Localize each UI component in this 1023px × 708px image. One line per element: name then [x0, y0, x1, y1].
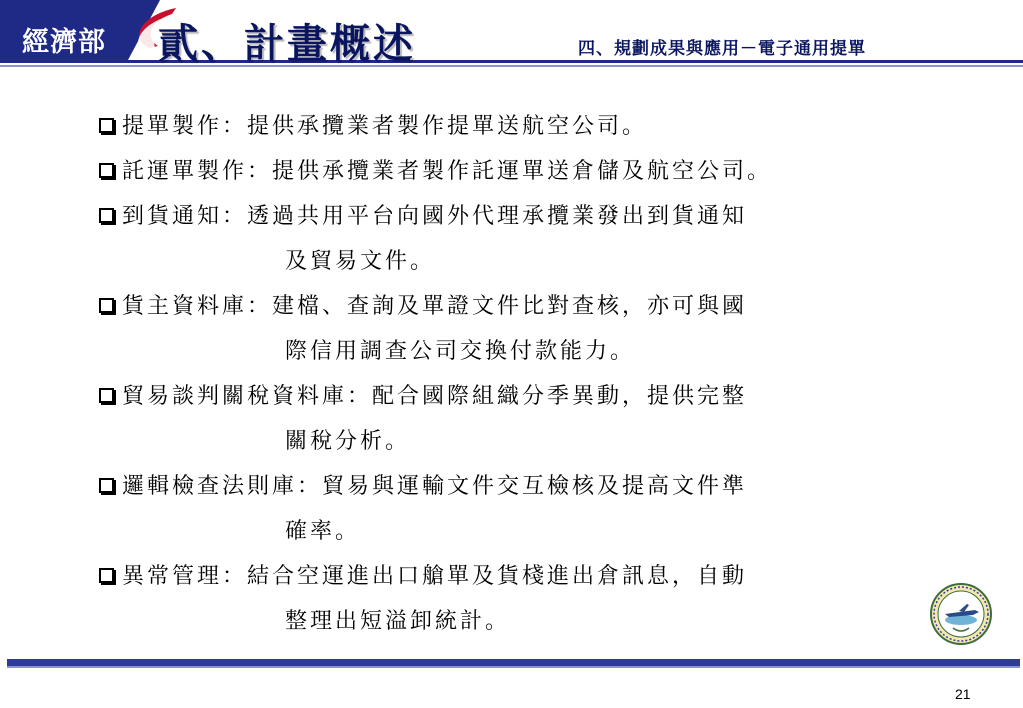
bullet-continuation: 整理出短溢卸統計。 [285, 609, 511, 634]
emblem-seal-icon [929, 582, 993, 646]
bullet-text: 貿易談判關稅資料庫：配合國際組織分季異動，提供完整 [122, 384, 748, 409]
checkbox-square-icon [99, 208, 114, 223]
checkbox-square-icon [99, 298, 114, 313]
org-name: 經濟部 [22, 27, 106, 58]
checkbox-square-icon [99, 118, 114, 133]
bullet-item [96, 149, 976, 194]
checkbox-square-icon [99, 568, 114, 583]
bullet-continuation: 關稅分析。 [285, 429, 411, 454]
bullet-item [96, 554, 976, 644]
page-number: 21 [955, 686, 971, 702]
bullet-item [96, 194, 976, 284]
bullet-text: 邏輯檢查法則庫：貿易與運輸文件交互檢核及提高文件準 [122, 474, 748, 499]
bullet-item [96, 374, 976, 464]
section-title: 四、規劃成果與應用－電子通用提單 [578, 39, 866, 59]
footer-rule [7, 659, 1020, 668]
checkbox-square-icon [99, 388, 114, 403]
bullet-text: 異常管理：結合空運進出口艙單及貨棧進出倉訊息，自動 [122, 564, 748, 589]
bullet-continuation: 際信用調查公司交換付款能力。 [285, 339, 636, 364]
checkbox-square-icon [99, 163, 114, 178]
bullet-continuation: 確率。 [285, 519, 361, 544]
bullet-text: 提單製作：提供承攬業者製作提單送航空公司。 [122, 114, 648, 139]
bullet-item [96, 464, 976, 554]
bullet-text: 貨主資料庫：建檔、查詢及單證文件比對查核，亦可與國 [122, 294, 748, 319]
bullet-item [96, 284, 976, 374]
bullet-text: 託運單製作：提供承攬業者製作託運單送倉儲及航空公司。 [122, 159, 773, 184]
checkbox-square-icon [99, 478, 114, 493]
header-banner-graphic [0, 0, 1023, 80]
bullet-continuation: 及貿易文件。 [285, 249, 436, 274]
bullet-text: 到貨通知：透過共用平台向國外代理承攬業發出到貨通知 [122, 204, 748, 229]
bullet-list [96, 104, 976, 644]
main-title: 貳、計畫概述 [158, 20, 416, 67]
bullet-item [96, 104, 976, 149]
slide-header [0, 0, 1023, 80]
